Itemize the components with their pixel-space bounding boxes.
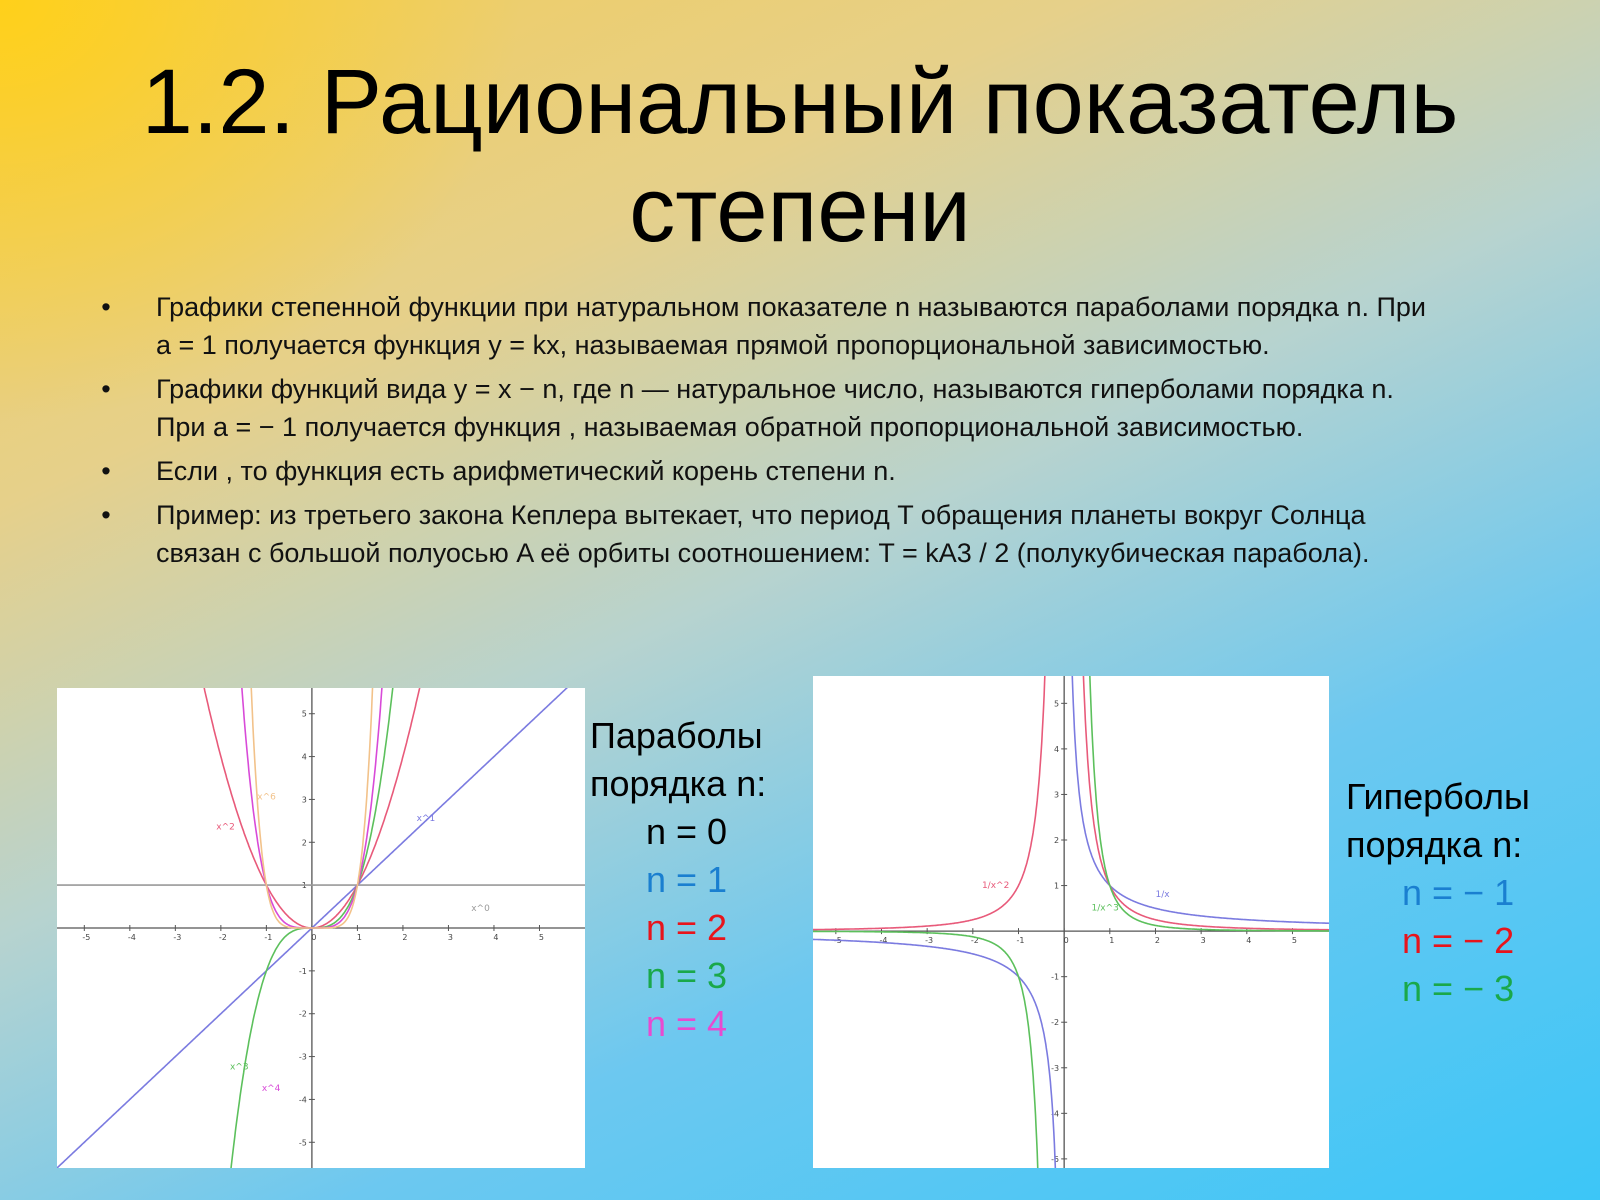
y-tick-label: -3 [298,1052,307,1062]
parabolas-legend-item: n = 0 [646,811,728,852]
bullet-text: Если , то функция есть арифметический корень степени n. [156,456,896,486]
x-tick-label: 5 [538,933,545,942]
y-tick-label: 4 [301,752,307,762]
x-tick-label: 1 [1109,936,1115,946]
hyperbola-curve [1084,676,1329,931]
parabola-curve-label: x^4 [261,1083,281,1094]
parabolas-legend-title-line2: порядка n: [590,763,767,804]
y-tick-label: 3 [1054,790,1060,800]
y-tick-label: -1 [1051,972,1060,982]
y-tick-label: 5 [1054,699,1060,709]
y-tick-label: 4 [1054,744,1060,754]
y-tick-label: -1 [298,966,307,976]
parabola-curve-label: x^6 [257,792,276,803]
hyperbola-curve-label: 1/x [1155,889,1170,900]
y-tick-label: 5 [301,709,307,719]
x-tick-label: 4 [1246,936,1252,946]
parabolas-plot [57,688,585,1168]
y-tick-label: -5 [1051,1154,1060,1164]
slide-title [0,48,1600,264]
x-tick-label: -4 [879,936,888,946]
bullet-marker: • [101,500,111,530]
parabolas-legend-item: n = 1 [646,859,728,900]
hyperbola-curve-label: 1/x^2 [981,880,1010,891]
parabola-curve-label: x^1 [416,813,436,824]
bullet-text: Графики функций вида y = x − n, где n — натуральное число, называются гиперболами порядка n. При a = − 1 получается функция , называемая обратной пропорциональной зависимостью. [156,374,1394,442]
x-tick-label: 1 [356,933,362,942]
bullet-text: Пример: из третьего закона Кеплера вытекает, что период T обращения планеты вокруг Солнца связан с большой полуосью A её орбиты соотношением: T = kA3 / 2 (полукубическая парабола). [156,500,1370,568]
bullet-item [96,452,1446,490]
y-tick-label: -4 [1051,1109,1060,1119]
bullet-item [96,496,1446,572]
x-tick-label: -1 [264,933,273,942]
bullet-text: Графики степенной функции при натуральном показателе n называются параболами порядка n. При a = 1 получается функция y = kx, называемая прямой пропорциональной зависимостью. [156,292,1426,360]
parabolas-legend-item: n = 4 [646,1003,728,1044]
hyperbolas-legend-item: n = − 2 [1402,920,1515,961]
x-tick-label: 3 [1200,936,1206,946]
hyperbola-curve [813,931,1045,1168]
parabolas-legend-item: n = 3 [646,955,728,996]
x-tick-label: -5 [82,933,91,942]
x-tick-label: 4 [493,933,499,942]
bullet-item [96,288,1446,364]
x-tick-label: -1 [1016,936,1025,946]
bullet-item [96,370,1446,446]
y-tick-label: 3 [301,795,307,805]
x-tick-label: 0 [1063,936,1069,946]
parabolas-legend-title-line1: Параболы [590,715,763,756]
x-tick-label: 2 [402,933,408,942]
x-tick-label: 5 [1291,936,1298,946]
x-tick-label: -3 [925,936,934,946]
x-tick-label: 0 [311,933,317,942]
bullet-marker: • [101,456,111,486]
parabolas-legend-item: n = 2 [646,907,728,948]
y-tick-label: -2 [298,1009,307,1019]
x-tick-label: 3 [447,933,453,942]
y-tick-label: -5 [298,1138,307,1148]
hyperbolas-legend-item: n = − 3 [1402,968,1515,1009]
bullet-marker: • [101,374,111,404]
bullet-marker: • [101,292,111,322]
y-tick-label: 2 [301,838,307,848]
parabola-curve-label: x^0 [471,903,490,914]
x-tick-label: -3 [173,933,182,942]
y-tick-label: -4 [298,1095,307,1105]
y-tick-label: 1 [1054,881,1060,891]
y-tick-label: 1 [301,881,307,891]
x-tick-label: -4 [127,933,136,942]
hyperbolas-legend-title-line2: порядка n: [1346,824,1523,865]
hyperbolas-legend [1346,773,1586,1013]
hyperbola-curve [1077,676,1329,930]
y-tick-label: -2 [1051,1018,1060,1028]
x-tick-label: -5 [833,936,842,946]
x-tick-label: -2 [970,936,979,946]
hyperbola-curve [813,939,1061,1168]
hyperbolas-legend-item: n = − 1 [1402,872,1515,913]
x-tick-label: 2 [1154,936,1161,946]
bullet-list [96,288,1446,578]
hyperbolas-plot [813,676,1329,1168]
parabola-curve-label: x^2 [216,822,235,833]
parabolas-graph [57,688,585,1168]
hyperbola-curve [1068,676,1329,923]
hyperbolas-graph [813,676,1329,1168]
y-tick-label: 2 [1054,836,1060,845]
y-tick-label: -3 [1051,1063,1060,1073]
hyperbola-curve-label: 1/x^3 [1091,903,1119,914]
slide-title-line2: степени [629,159,971,261]
x-tick-label: -2 [218,933,227,942]
parabolas-legend [590,712,810,1048]
hyperbola-curve [813,676,1052,930]
hyperbolas-legend-title-line1: Гиперболы [1346,776,1530,817]
parabola-curve-label: x^3 [229,1062,249,1073]
slide-title-line1: 1.2. Рациональный показатель [141,51,1459,153]
